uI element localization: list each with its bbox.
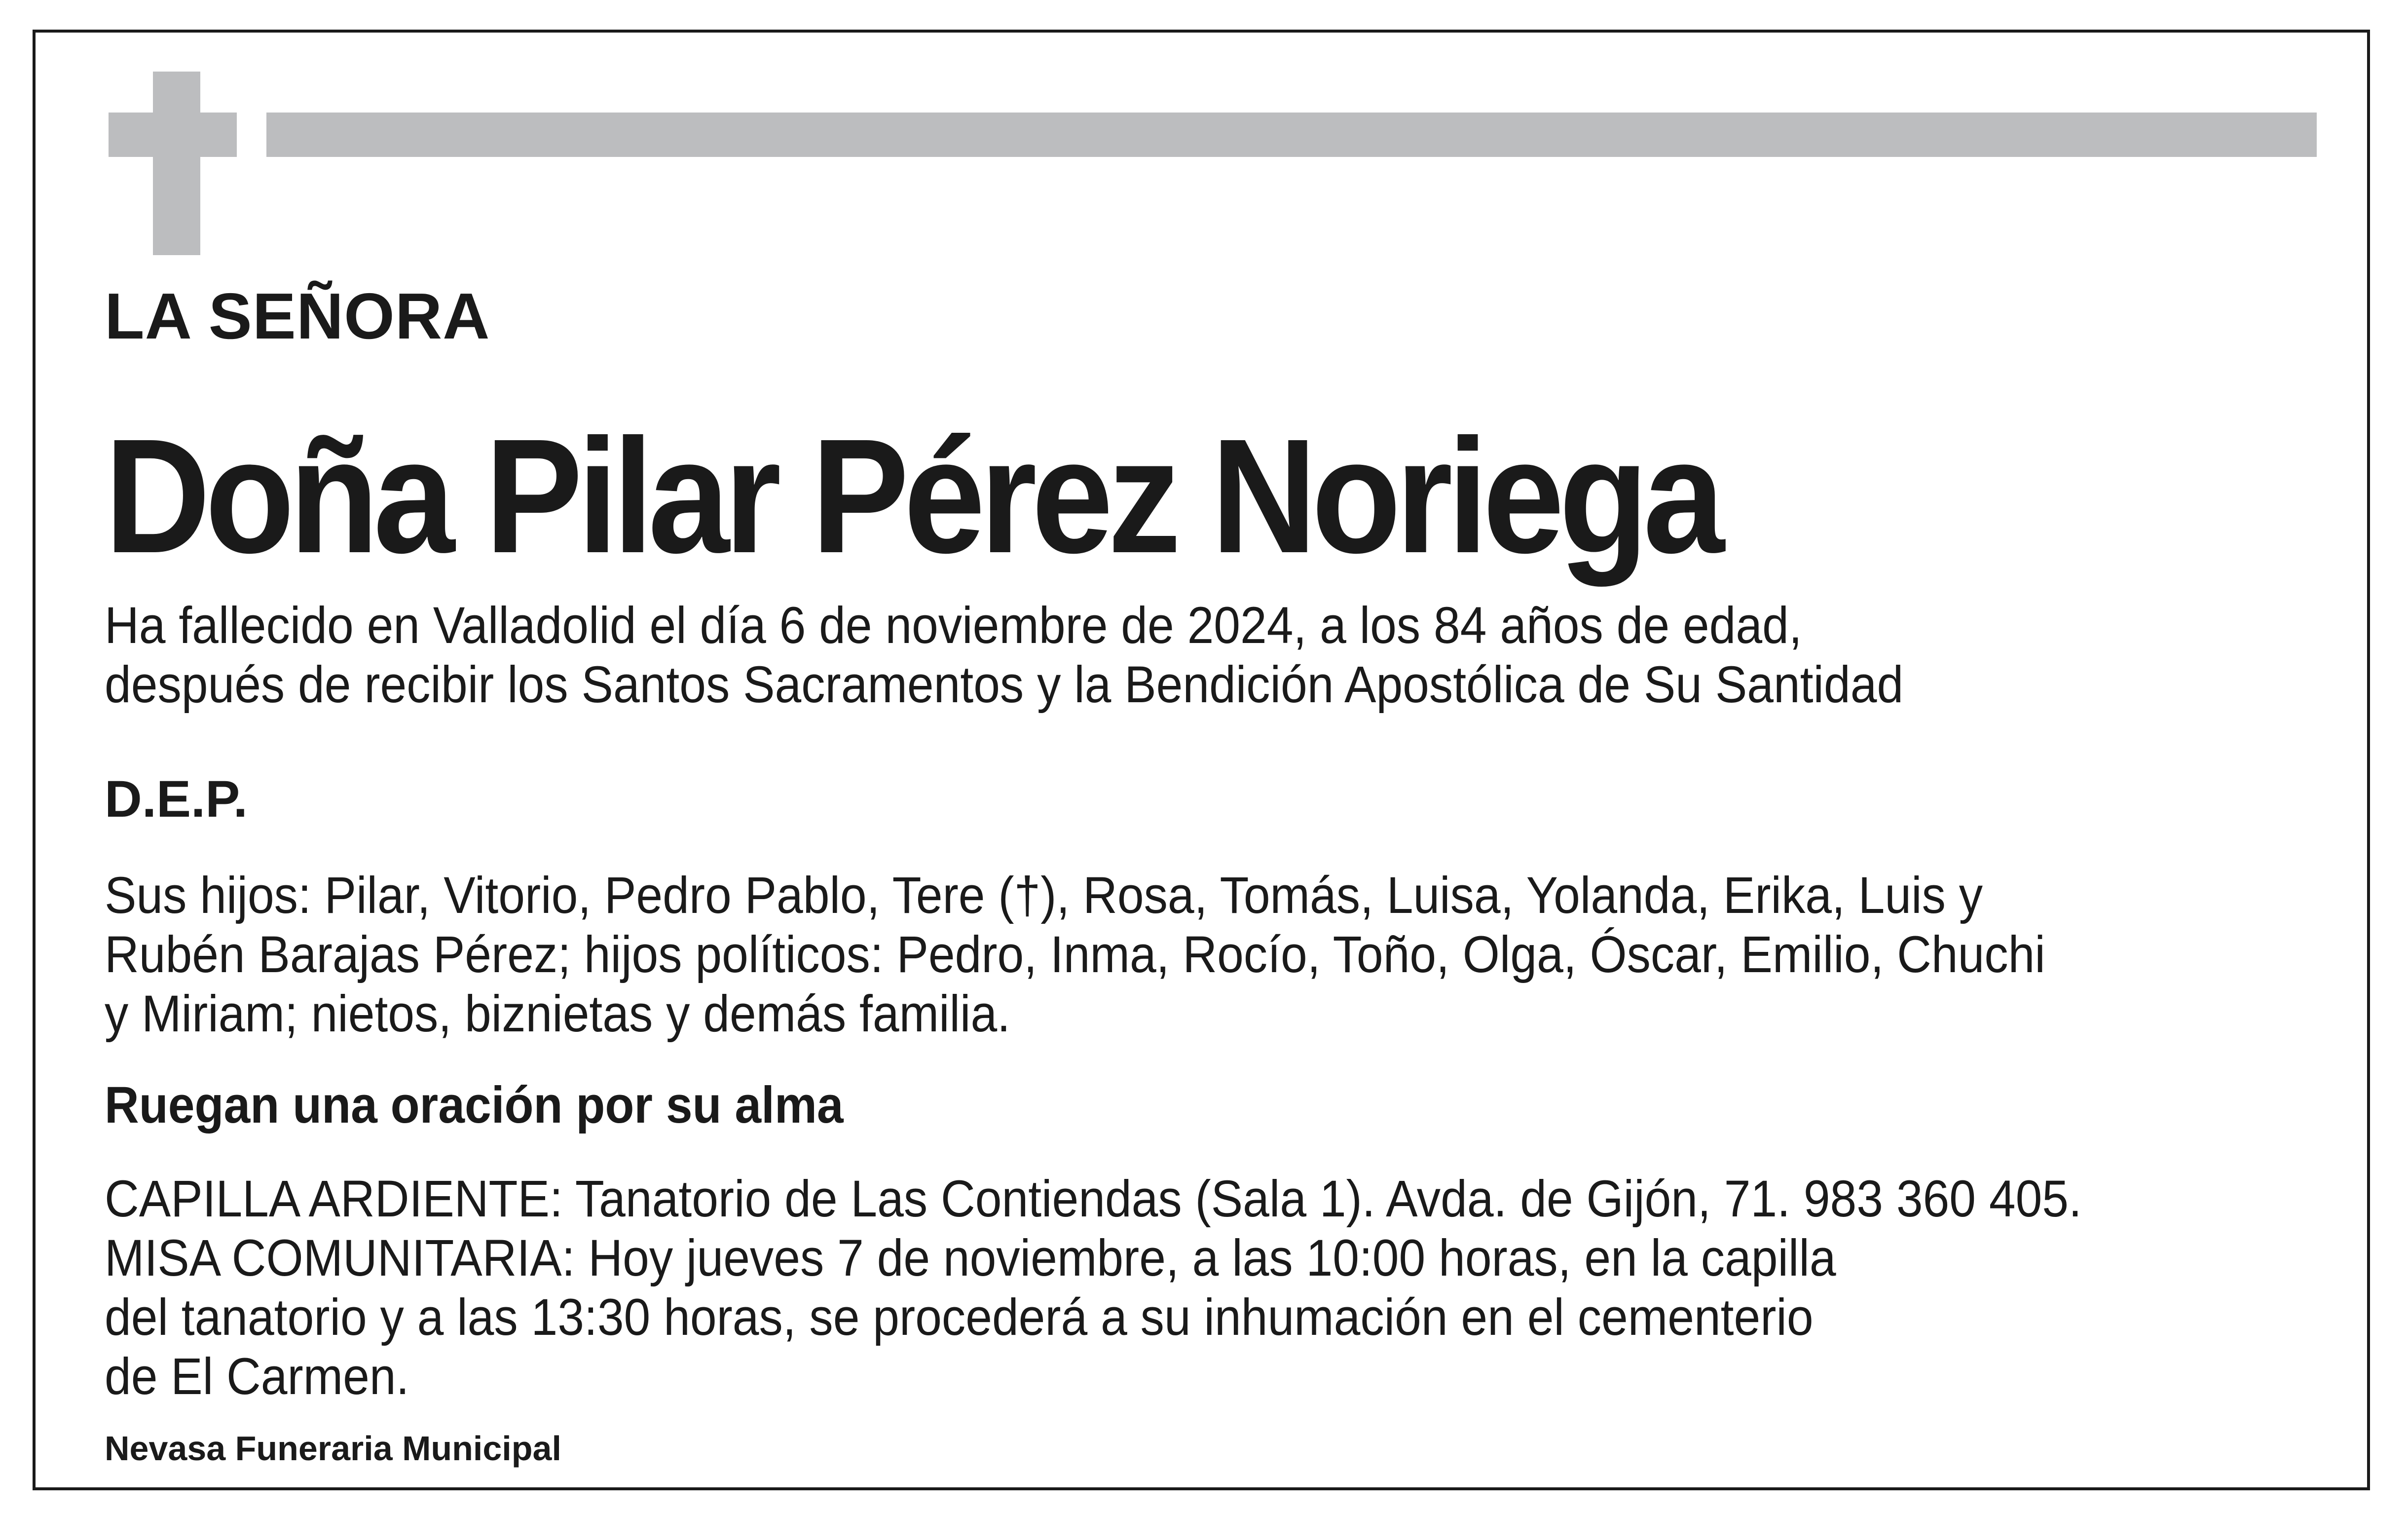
prayer-request: Ruegan una oración por su alma: [105, 1076, 844, 1134]
family-line: y Miriam; nietos, biznietas y demás familia.: [105, 985, 1011, 1043]
funeral-arrangements: [105, 1170, 2082, 1406]
announcement-line: Ha fallecido en Valladolid el día 6 de noviembre de 2024, a los 84 años de edad,: [105, 597, 1802, 654]
rest-in-peace: D.E.P.: [105, 770, 248, 828]
arrangements-line: CAPILLA ARDIENTE: Tanatorio de Las Contiendas (Sala 1). Avda. de Gijón, 71. 983 360 405.: [105, 1170, 2082, 1228]
family-line: Sus hijos: Pilar, Vitorio, Pedro Pablo, Tere (†), Rosa, Tomás, Luisa, Yolanda, Erika, Luis y: [105, 867, 1983, 924]
death-announcement: [105, 596, 1903, 715]
honorific-label: LA SEÑORA: [105, 280, 490, 352]
arrangements-line: del tanatorio y a las 13:30 horas, se procederá a su inhumación en el cementerio: [105, 1288, 1814, 1346]
cross-icon-arm: [109, 113, 237, 157]
family-line: Rubén Barajas Pérez; hijos políticos: Pedro, Inma, Rocío, Toño, Olga, Óscar, Emilio, Chuchi: [105, 926, 2045, 983]
family-list: [105, 866, 2045, 1044]
deceased-name: Doña Pilar Pérez Noriega: [105, 405, 1720, 587]
funeral-home-name: Nevasa Funeraria Municipal: [105, 1429, 561, 1468]
arrangements-line: de El Carmen.: [105, 1348, 409, 1405]
announcement-line: después de recibir los Santos Sacramentos y la Bendición Apostólica de Su Santidad: [105, 656, 1904, 714]
header-rule: [266, 113, 2317, 157]
cross-icon: [153, 72, 200, 255]
arrangements-line: MISA COMUNITARIA: Hoy jueves 7 de noviembre, a las 10:00 horas, en la capilla: [105, 1229, 1836, 1287]
